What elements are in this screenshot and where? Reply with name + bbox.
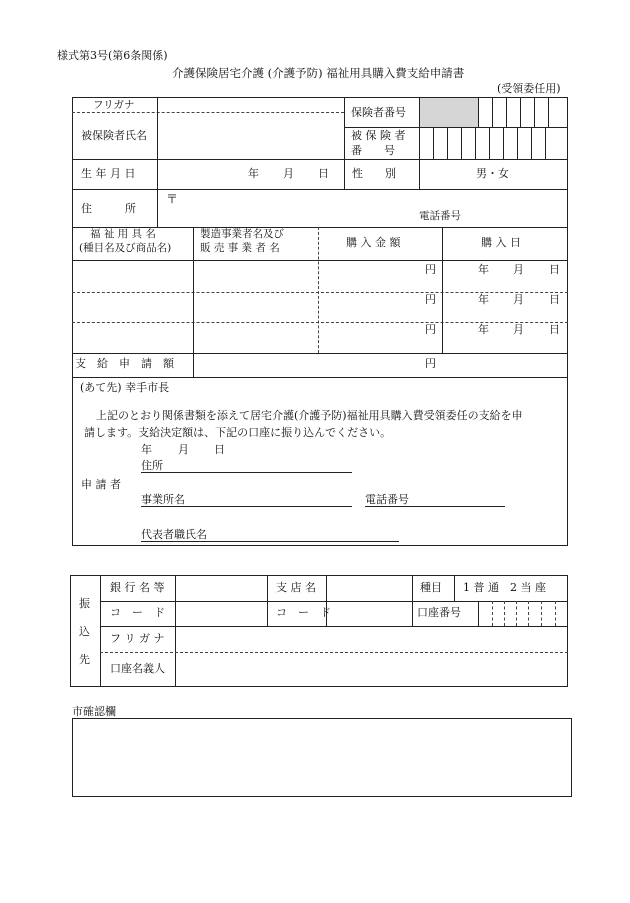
account-type-label: 種目 [420, 581, 442, 594]
address-label: 住 所 [81, 202, 136, 215]
row3-month: 月 [513, 323, 524, 336]
item-name-header-1: 福 祉 用 具 名 [90, 228, 156, 240]
form-number: 様式第3号(第6条関係) [57, 49, 168, 62]
birth-year-unit: 年 [248, 167, 259, 180]
transfer-side-label-1: 振 [79, 597, 90, 610]
row1-day: 日 [549, 263, 560, 276]
account-number-label: 口座番号 [417, 606, 461, 619]
furigana-label: フリガナ [93, 99, 135, 111]
birth-month-unit: 月 [283, 167, 294, 180]
insurer-number-shaded [420, 98, 478, 127]
request-body-line2: 請します。支給決定額は、下記の口座に振り込んでください。 [84, 426, 392, 439]
total-amount-label: 支 給 申 請 額 [75, 357, 174, 370]
row2-day: 日 [549, 293, 560, 306]
office-name-line[interactable] [141, 506, 352, 507]
bank-code-label: コ ー ド [110, 606, 165, 619]
insurer-number-label: 保険者番号 [351, 106, 406, 119]
city-check-box [72, 718, 572, 797]
row1-year: 年 [478, 263, 489, 276]
sex-label: 性 別 [352, 167, 396, 180]
representative-label: 代表者職氏名 [141, 528, 207, 541]
insured-name-label: 被保険者氏名 [81, 129, 147, 142]
row3-year: 年 [478, 323, 489, 336]
form-title: 介護保険居宅介護 (介護予防) 福祉用具購入費支給申請書 [172, 66, 465, 80]
purchase-date-header: 購 入 日 [481, 236, 521, 249]
request-date-year: 年 [141, 443, 152, 456]
form-subtitle: (受領委任用) [497, 82, 561, 95]
row3-yen: 円 [425, 323, 436, 336]
branch-name-label: 支 店 名 [276, 581, 316, 594]
row3-day: 日 [549, 323, 560, 336]
sex-value[interactable]: 男・女 [476, 167, 509, 180]
request-body-line1: 上記のとおり関係書類を添えて居宅介護(介護予防)福祉用具購入費受領委任の支給を申 [96, 409, 523, 422]
insured-number-label-1: 被 保 険 者 [351, 129, 406, 142]
postal-mark: 〒 [166, 192, 179, 206]
row2-month: 月 [513, 293, 524, 306]
amount-header: 購 入 金 額 [346, 236, 401, 249]
applicant-phone-line[interactable] [365, 506, 505, 507]
transfer-side-label-3: 先 [79, 653, 90, 666]
row2-yen: 円 [425, 293, 436, 306]
item-name-header-2: (種目名及び商品名) [79, 242, 172, 254]
phone-label: 電話番号 [419, 210, 461, 222]
applicant-address-label: 住所 [141, 459, 163, 472]
city-check-label: 市確認欄 [72, 705, 116, 718]
request-date-day: 日 [214, 443, 225, 456]
request-date-month: 月 [178, 443, 189, 456]
insured-number-label-2: 番 号 [351, 144, 395, 157]
account-holder-label: 口座名義人 [110, 662, 165, 675]
applicant-phone-label: 電話番号 [365, 493, 409, 506]
account-type-value[interactable]: 1 普 通 2 当 座 [463, 581, 546, 594]
row2-year: 年 [478, 293, 489, 306]
representative-line[interactable] [141, 541, 399, 542]
bank-name-label: 銀 行 名 等 [110, 581, 165, 594]
holder-furigana-label: フ リ ガ ナ [110, 632, 165, 645]
birthdate-label: 生 年 月 日 [81, 167, 136, 180]
total-yen: 円 [425, 357, 436, 370]
maker-header-1: 製造事業者名及び [200, 228, 284, 240]
applicant-label: 申 請 者 [81, 478, 121, 491]
branch-code-label: コ ー ド [276, 606, 331, 619]
row1-month: 月 [513, 263, 524, 276]
row1-yen: 円 [425, 263, 436, 276]
birth-day-unit: 日 [318, 167, 329, 180]
applicant-address-line[interactable] [141, 472, 352, 473]
transfer-side-label-2: 込 [79, 625, 90, 638]
maker-header-2: 販 売 事 業 者 名 [200, 242, 280, 254]
addressee: (あて先) 幸手市長 [80, 381, 170, 394]
office-name-label: 事業所名 [141, 493, 185, 506]
